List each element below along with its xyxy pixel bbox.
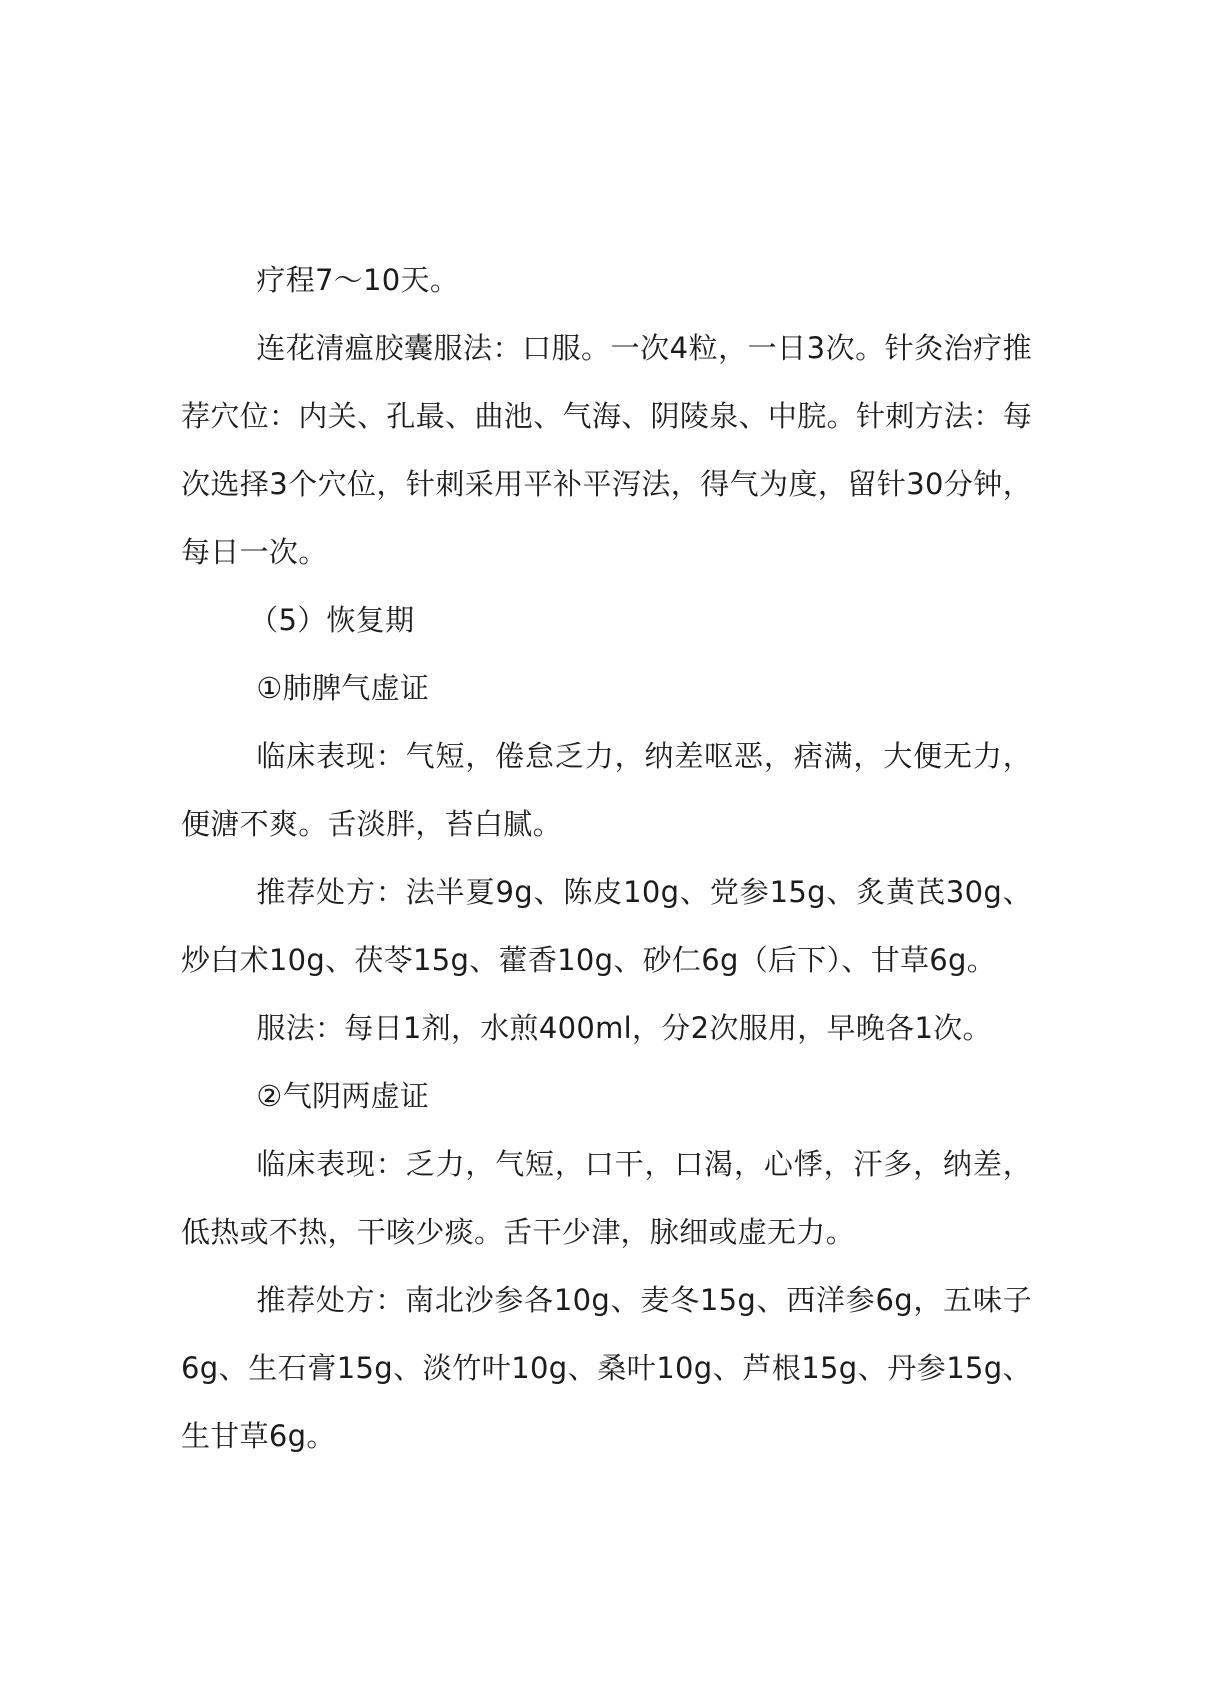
- subheading-qi-yin-deficiency: ②气阴两虚证: [256, 1079, 430, 1113]
- paragraph-clinical-manifestation-2: 临床表现：乏力，气短，口干，口渴，心悸，汗多，纳差，低热或不热，干咳少痰。舌干少津，脉细或虚无力。: [181, 1147, 1032, 1249]
- paragraph-prescription-2: 推荐处方：南北沙参各10g、麦冬15g、西洋参6g，五味子6g、生石膏15g、淡竹叶10g、桑叶10g、芦根15g、丹参15g、生甘草6g。: [181, 1283, 1032, 1453]
- paragraph-clinical-manifestation-1: 临床表现：气短，倦怠乏力，纳差呕恶，痞满，大便无力，便溏不爽。舌淡胖，苔白腻。: [181, 739, 1032, 841]
- document-body: [181, 246, 1032, 1470]
- subheading-lung-spleen-qi-deficiency: ①肺脾气虚证: [256, 671, 430, 705]
- paragraph-usage-1: 服法：每日1剂，水煎400ml，分2次服用，早晚各1次。: [256, 1011, 992, 1045]
- paragraph-lianhua-usage: 连花清瘟胶囊服法：口服。一次4粒，一日3次。针灸治疗推荐穴位：内关、孔最、曲池、气海、阴陵泉、中脘。针刺方法：每次选择3个穴位，针刺采用平补平泻法，得气为度，留针30分钟，每日一次。: [181, 331, 1032, 569]
- paragraph-course-duration: 疗程7～10天。: [256, 263, 460, 297]
- paragraph-prescription-1: 推荐处方：法半夏9g、陈皮10g、党参15g、炙黄芪30g、炒白术10g、茯苓15g、藿香10g、砂仁6g（后下）、甘草6g。: [181, 875, 1032, 977]
- section-heading-recovery: （5）恢复期: [249, 603, 415, 637]
